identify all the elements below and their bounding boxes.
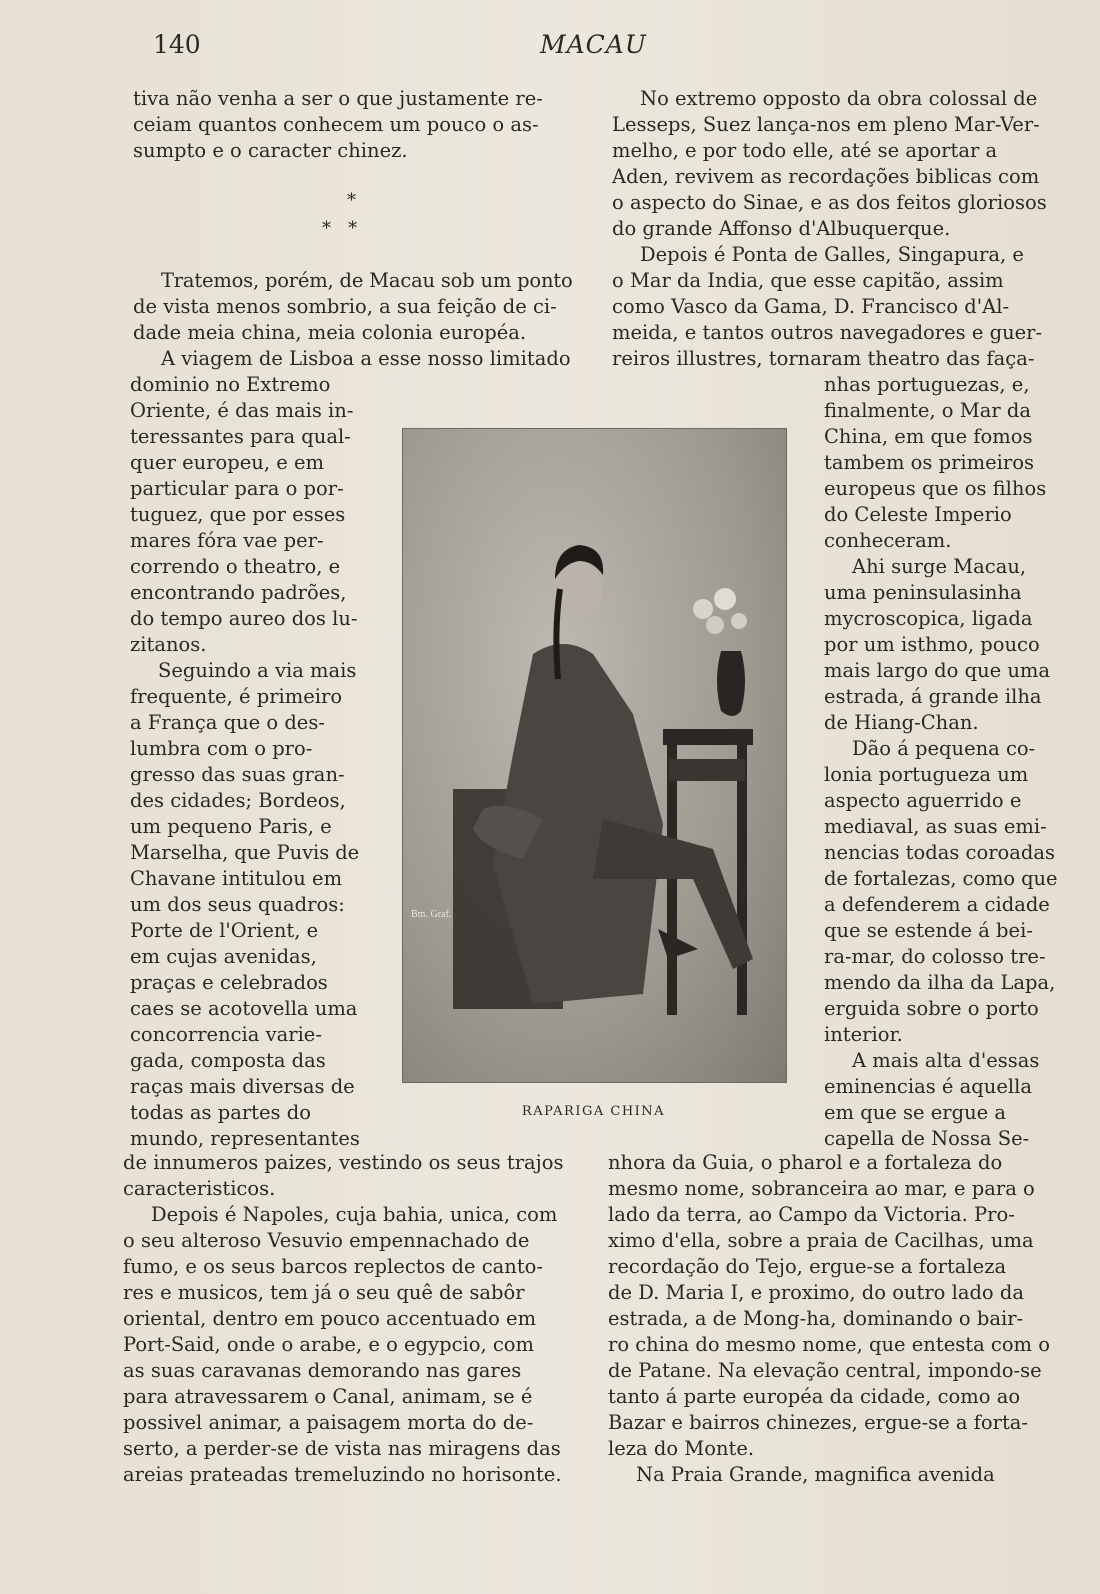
text-line: Ahi surge Macau, — [852, 555, 1027, 578]
text-line: para atravessarem o Canal, animam, se é — [123, 1385, 533, 1408]
text-line: caracteristicos. — [123, 1177, 276, 1200]
text-line: tuguez, que por esses — [130, 503, 346, 526]
text-line: gresso das suas gran- — [130, 763, 345, 786]
text-line: Tratemos, porém, de Macau sob um ponto — [161, 269, 573, 292]
text-line: reiros illustres, tornaram theatro das faça- — [612, 347, 1035, 370]
text-line: Marselha, que Puvis de — [130, 841, 360, 864]
text-line: de vista menos sombrio, a sua feição de ci- — [133, 295, 557, 318]
text-line: mycroscopica, ligada — [824, 607, 1033, 630]
text-line: A viagem de Lisboa a esse nosso limitado — [161, 347, 571, 370]
text-line: Port-Said, onde o arabe, e o egypcio, com — [123, 1333, 535, 1356]
text-line: possivel animar, a paisagem morta do de- — [123, 1411, 534, 1434]
text-line: oriental, dentro em pouco accentuado em — [123, 1307, 537, 1330]
text-line: mediaval, as suas emi- — [824, 815, 1047, 838]
text-line: mais largo do que uma — [824, 659, 1051, 682]
text-line: por um isthmo, pouco — [824, 633, 1040, 656]
left-column-bottom — [123, 1150, 573, 1488]
text-line: eminencias é aquella — [824, 1075, 1032, 1098]
text-line: Oriente, é das mais in- — [130, 399, 354, 422]
text-line: o aspecto do Sinae, e as dos feitos gloriosos — [612, 191, 1047, 214]
photograph — [402, 428, 787, 1083]
right-column-top — [612, 86, 1057, 372]
text-line: capella de Nossa Se- — [824, 1127, 1030, 1150]
right-column-narrow — [824, 372, 1059, 1152]
text-line: em cujas avenidas, — [130, 945, 317, 968]
text-line: mesmo nome, sobranceira ao mar, e para o — [608, 1177, 1035, 1200]
text-line: praças e celebrados — [130, 971, 328, 994]
text-line: sumpto e o caracter chinez. — [133, 139, 408, 162]
text-line: de D. Maria I, e proximo, do outro lado da — [608, 1281, 1024, 1304]
text-line: do grande Affonso d'Albuquerque. — [612, 217, 951, 240]
text-line: areias prateadas tremeluzindo no horisonte. — [123, 1463, 562, 1486]
section-star-top: * — [347, 190, 356, 211]
text-line: mendo da ilha da Lapa, — [824, 971, 1056, 994]
text-line: No extremo opposto da obra colossal de — [640, 87, 1038, 110]
text-line: particular para o por- — [130, 477, 344, 500]
page-header-title: MACAU — [540, 30, 647, 59]
text-line: fumo, e os seus barcos replectos de canto- — [123, 1255, 544, 1278]
text-line: de innumeros paizes, vestindo os seus trajos — [123, 1151, 564, 1174]
text-line: dade meia china, meia colonia européa. — [133, 321, 527, 344]
text-line: gada, composta das — [130, 1049, 326, 1072]
text-line: melho, e por todo elle, até se aportar a — [612, 139, 998, 162]
text-line: de Patane. Na elevação central, impondo-se — [608, 1359, 1042, 1382]
text-line: Aden, revivem as recordações biblicas com — [612, 165, 1040, 188]
right-column-bottom — [608, 1150, 1058, 1488]
text-line: nhora da Guia, o pharol e a fortaleza do — [608, 1151, 1003, 1174]
text-line: Dão á pequena co- — [852, 737, 1036, 760]
text-line: europeus que os filhos — [824, 477, 1047, 500]
text-line: teressantes para qual- — [130, 425, 351, 448]
text-line: todas as partes do — [130, 1101, 311, 1124]
text-line: aspecto aguerrido e — [824, 789, 1022, 812]
text-line: tiva não venha a ser o que justamente re- — [133, 87, 543, 110]
text-line: Seguindo a via mais — [158, 659, 357, 682]
photograph-illustration — [403, 429, 786, 1082]
left-column-middle — [133, 268, 573, 372]
text-line: ximo d'ella, sobre a praia de Cacilhas, uma — [608, 1229, 1034, 1252]
text-line: Chavane intitulou em — [130, 867, 343, 890]
left-column-top — [133, 86, 573, 164]
text-line: Depois é Napoles, cuja bahia, unica, com — [151, 1203, 558, 1226]
text-line: encontrando padrões, — [130, 581, 347, 604]
text-line: zitanos. — [130, 633, 207, 656]
text-line: frequente, é primeiro — [130, 685, 343, 708]
text-line: do tempo aureo dos lu- — [130, 607, 358, 630]
text-line: uma peninsulasinha — [824, 581, 1022, 604]
text-line: nhas portuguezas, e, — [824, 373, 1030, 396]
text-line: ceiam quantos conhecem um pouco o as- — [133, 113, 539, 136]
text-line: res e musicos, tem já o seu quê de sabôr — [123, 1281, 525, 1304]
text-line: meida, e tantos outros navegadores e guer- — [612, 321, 1043, 344]
text-line: Bazar e bairros chinezes, ergue-se a forta- — [608, 1411, 1029, 1434]
text-line: mares fóra vae per- — [130, 529, 324, 552]
text-line: serto, a perder-se de vista nas miragens das — [123, 1437, 561, 1460]
text-line: ra-mar, do colosso tre- — [824, 945, 1046, 968]
page-number: 140 — [153, 30, 201, 59]
section-stars-bottom: * * — [322, 218, 358, 239]
text-line: erguida sobre o porto — [824, 997, 1039, 1020]
text-line: do Celeste Imperio — [824, 503, 1012, 526]
text-line: o seu alteroso Vesuvio empennachado de — [123, 1229, 530, 1252]
text-line: recordação do Tejo, ergue-se a fortaleza — [608, 1255, 1007, 1278]
text-line: o Mar da India, que esse capitão, assim — [612, 269, 1004, 292]
text-line: tambem os primeiros — [824, 451, 1034, 474]
text-line: correndo o theatro, e — [130, 555, 341, 578]
text-line: raças mais diversas de — [130, 1075, 355, 1098]
text-line: Na Praia Grande, magnifica avenida — [636, 1463, 995, 1486]
text-line: tanto á parte européa da cidade, como ao — [608, 1385, 1021, 1408]
text-line: a França que o des- — [130, 711, 325, 734]
text-line: em que se ergue a — [824, 1101, 1007, 1124]
text-line: des cidades; Bordeos, — [130, 789, 346, 812]
text-line: a defenderem a cidade — [824, 893, 1050, 916]
text-line: estrada, a de Mong-ha, dominando o bair- — [608, 1307, 1024, 1330]
text-line: um pequeno Paris, e — [130, 815, 332, 838]
text-line: A mais alta d'essas — [852, 1049, 1040, 1072]
text-line: nencias todas coroadas — [824, 841, 1056, 864]
text-line: as suas caravanas demorando nas gares — [123, 1359, 522, 1382]
text-line: China, em que fomos — [824, 425, 1033, 448]
left-column-narrow — [130, 372, 360, 1152]
text-line: lado da terra, ao Campo da Victoria. Pro- — [608, 1203, 1015, 1226]
text-line: estrada, á grande ilha — [824, 685, 1042, 708]
text-line: Depois é Ponta de Galles, Singapura, e — [640, 243, 1024, 266]
text-line: caes se acotovella uma — [130, 997, 358, 1020]
text-line: Lesseps, Suez lança-nos em pleno Mar-Ver- — [612, 113, 1040, 136]
text-line: um dos seus quadros: — [130, 893, 345, 916]
text-line: finalmente, o Mar da — [824, 399, 1031, 422]
figure-caption: RAPARIGA CHINA — [521, 1104, 666, 1119]
text-line: interior. — [824, 1023, 903, 1046]
text-line: como Vasco da Gama, D. Francisco d'Al- — [612, 295, 1010, 318]
text-line: quer europeu, e em — [130, 451, 325, 474]
text-line: lonia portugueza um — [824, 763, 1029, 786]
text-line: conheceram. — [824, 529, 952, 552]
text-line: mundo, representantes — [130, 1127, 360, 1150]
text-line: de Hiang-Chan. — [824, 711, 979, 734]
text-line: ro china do mesmo nome, que entesta com o — [608, 1333, 1050, 1356]
photo-signature: Bm. Graf. — [411, 909, 452, 920]
text-line: dominio no Extremo — [130, 373, 331, 396]
text-line: lumbra com o pro- — [130, 737, 313, 760]
text-line: Porte de l'Orient, e — [130, 919, 319, 942]
text-line: leza do Monte. — [608, 1437, 755, 1460]
text-line: de fortalezas, como que — [824, 867, 1058, 890]
text-line: que se estende á bei- — [824, 919, 1033, 942]
text-line: concorrencia varie- — [130, 1023, 322, 1046]
